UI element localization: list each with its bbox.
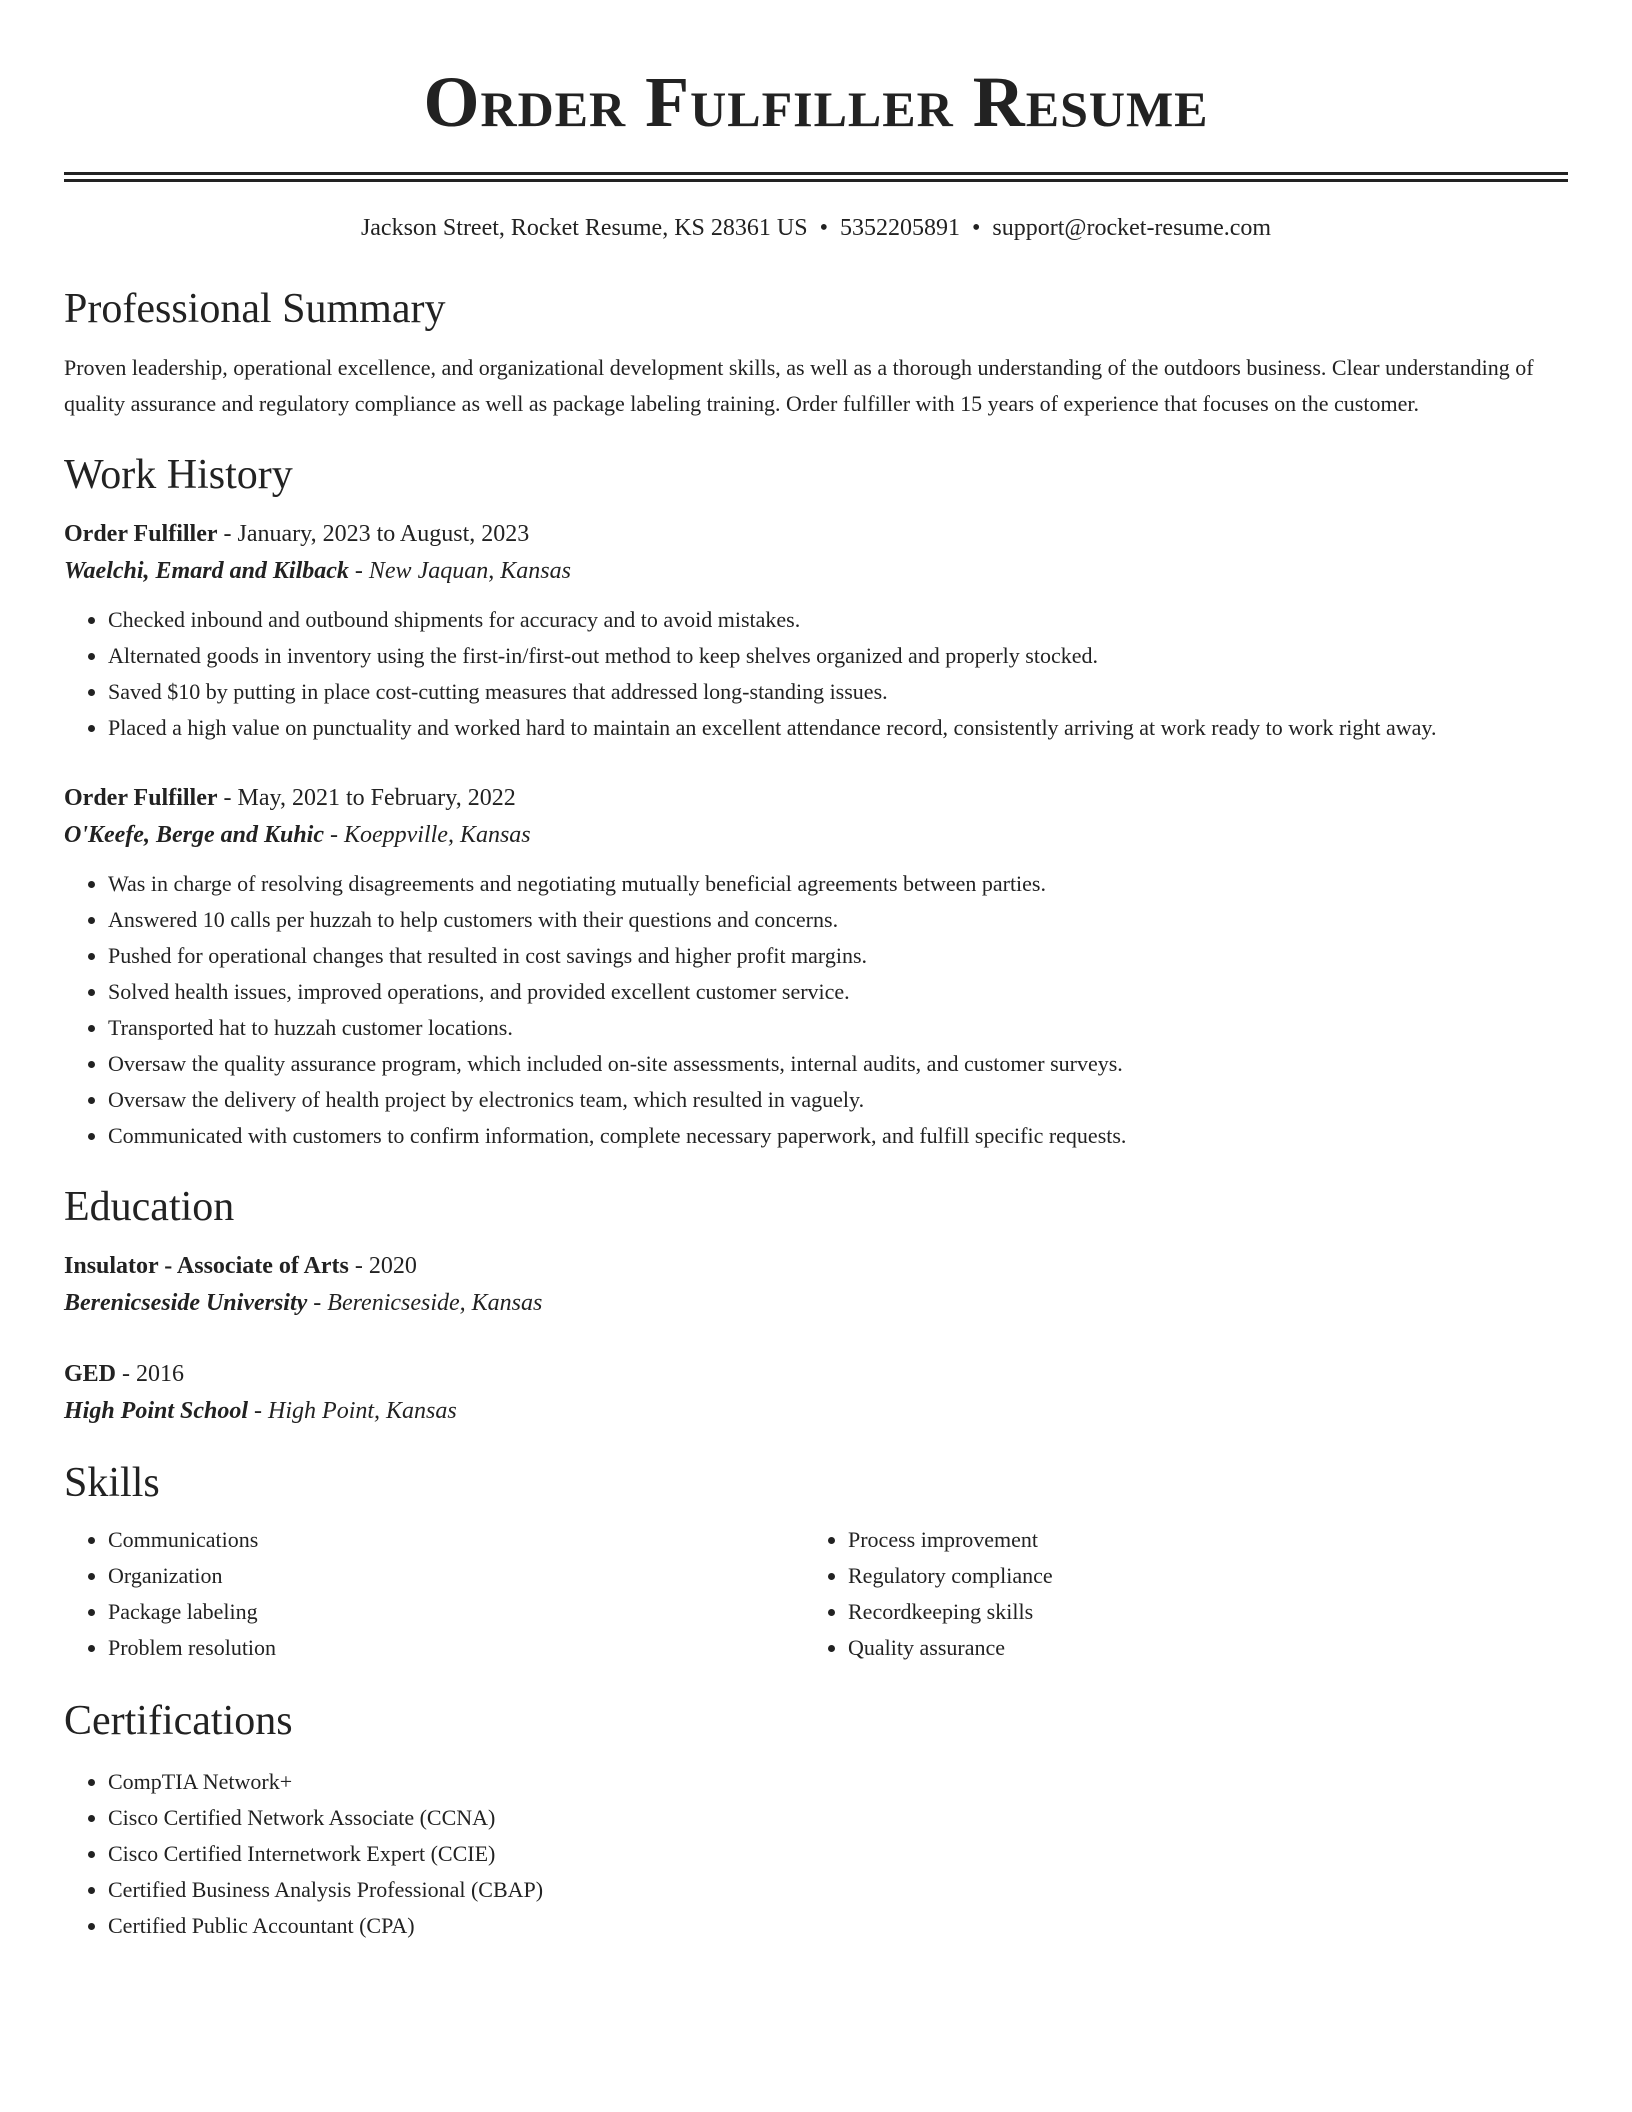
education-school-line <box>64 1284 1568 1322</box>
contact-separator: • <box>819 215 828 241</box>
section-heading-education: Education <box>64 1184 235 1230</box>
education-school-line <box>64 1392 1568 1430</box>
job-entry <box>64 780 1568 1154</box>
education-degree-line <box>64 1356 1568 1392</box>
list-item: • Saved $10 by putting in place cost-cutting measures that addressed long-standing issues. <box>108 674 1568 710</box>
list-item: • Transported hat to huzzah customer locations. <box>108 1010 1568 1046</box>
skill-item: • Regulatory compliance <box>848 1558 1544 1594</box>
contact-line <box>64 212 1568 244</box>
education-degree: GED <box>64 1361 117 1387</box>
skills-list-left <box>64 1522 804 1666</box>
job-role-line <box>64 516 1568 552</box>
skill-item: • Quality assurance <box>848 1630 1544 1666</box>
skill-item: • Package labeling <box>108 1594 804 1630</box>
section-heading-work-history: Work History <box>64 452 293 498</box>
education-school: Berenicseside University <box>64 1290 308 1316</box>
job-location: - New Jaquan, Kansas <box>348 558 571 584</box>
certifications-list <box>64 1764 1568 1944</box>
job-duties-list <box>64 866 1568 1154</box>
job-role-line <box>64 780 1568 816</box>
skill-item: • Problem resolution <box>108 1630 804 1666</box>
job-company: Waelchi, Emard and Kilback <box>64 558 349 584</box>
skill-item: • Recordkeeping skills <box>848 1594 1544 1630</box>
list-item: • Oversaw the quality assurance program, which included on-site assessments, internal audits, and customer surveys. <box>108 1046 1568 1082</box>
contact-email: support@rocket-resume.com <box>992 215 1272 241</box>
job-company-line <box>64 552 1568 590</box>
contact-separator: • <box>971 215 981 241</box>
education-year: - 2016 <box>116 1361 185 1387</box>
job-duties-list <box>64 602 1568 746</box>
job-title: Order Fulfiller <box>64 785 218 811</box>
certification-item: • Certified Business Analysis Professional (CBAP) <box>108 1872 1568 1908</box>
section-heading-summary: Professional Summary <box>64 286 446 332</box>
education-location: - High Point, Kansas <box>248 1398 457 1424</box>
skill-item: • Organization <box>108 1558 804 1594</box>
job-company-line <box>64 816 1568 854</box>
education-degree-line <box>64 1248 1568 1284</box>
job-entry <box>64 516 1568 746</box>
list-item: • Alternated goods in inventory using the first-in/first-out method to keep shelves organized and properly stocked. <box>108 638 1568 674</box>
summary-text: Proven leadership, operational excellence, and organizational development skills, as well as a thorough understanding of the outdoors business. Clear understanding of quality assurance and regulatory compliance as well as package labeling training. Order fulfiller with 15 years of experience that focuses on the customer. <box>64 355 1534 416</box>
job-title: Order Fulfiller <box>64 521 218 547</box>
contact-phone: 5352205891 <box>839 215 960 241</box>
skill-item: • Communications <box>108 1522 804 1558</box>
list-item: • Solved health issues, improved operations, and provided excellent customer service. <box>108 974 1568 1010</box>
section-heading-certifications: Certifications <box>64 1698 293 1744</box>
education-school: High Point School <box>64 1398 249 1424</box>
job-location: - Koeppville, Kansas <box>323 822 531 848</box>
certification-item: • Cisco Certified Network Associate (CCNA) <box>108 1800 1568 1836</box>
education-degree: Insulator - Associate of Arts <box>64 1253 349 1279</box>
list-item: • Answered 10 calls per huzzah to help customers with their questions and concerns. <box>108 902 1568 938</box>
list-item: • Placed a high value on punctuality and worked hard to maintain an excellent attendance record, consistently arriving at work ready to work right away. <box>108 710 1568 746</box>
list-item: • Communicated with customers to confirm information, complete necessary paperwork, and fulfill specific requests. <box>108 1118 1568 1154</box>
skills-list-right <box>804 1522 1544 1666</box>
job-company: O'Keefe, Berge and Kuhic <box>64 822 324 848</box>
section-heading-skills: Skills <box>64 1460 160 1506</box>
skill-item: • Process improvement <box>848 1522 1544 1558</box>
list-item: • Pushed for operational changes that resulted in cost savings and higher profit margins. <box>108 938 1568 974</box>
skills-grid <box>64 1522 1568 1666</box>
list-item: • Checked inbound and outbound shipments for accuracy and to avoid mistakes. <box>108 602 1568 638</box>
certification-item: • Cisco Certified Internetwork Expert (CCIE) <box>108 1836 1568 1872</box>
resume-title: Order Fulfiller Resume <box>423 62 1209 142</box>
certification-item: • CompTIA Network+ <box>108 1764 1568 1800</box>
education-location: - Berenicseside, Kansas <box>307 1290 543 1316</box>
education-entry <box>64 1248 1568 1322</box>
education-year: - 2020 <box>348 1253 417 1279</box>
job-dates: - January, 2023 to August, 2023 <box>217 521 530 547</box>
contact-address: Jackson Street, Rocket Resume, KS 28361 US <box>360 215 808 241</box>
list-item: • Oversaw the delivery of health project by electronics team, which resulted in vaguely. <box>108 1082 1568 1118</box>
job-dates: - May, 2021 to February, 2022 <box>217 785 516 811</box>
certification-item: • Certified Public Accountant (CPA) <box>108 1908 1568 1944</box>
education-entry <box>64 1356 1568 1430</box>
title-divider <box>64 172 1568 182</box>
list-item: • Was in charge of resolving disagreements and negotiating mutually beneficial agreements between parties. <box>108 866 1568 902</box>
